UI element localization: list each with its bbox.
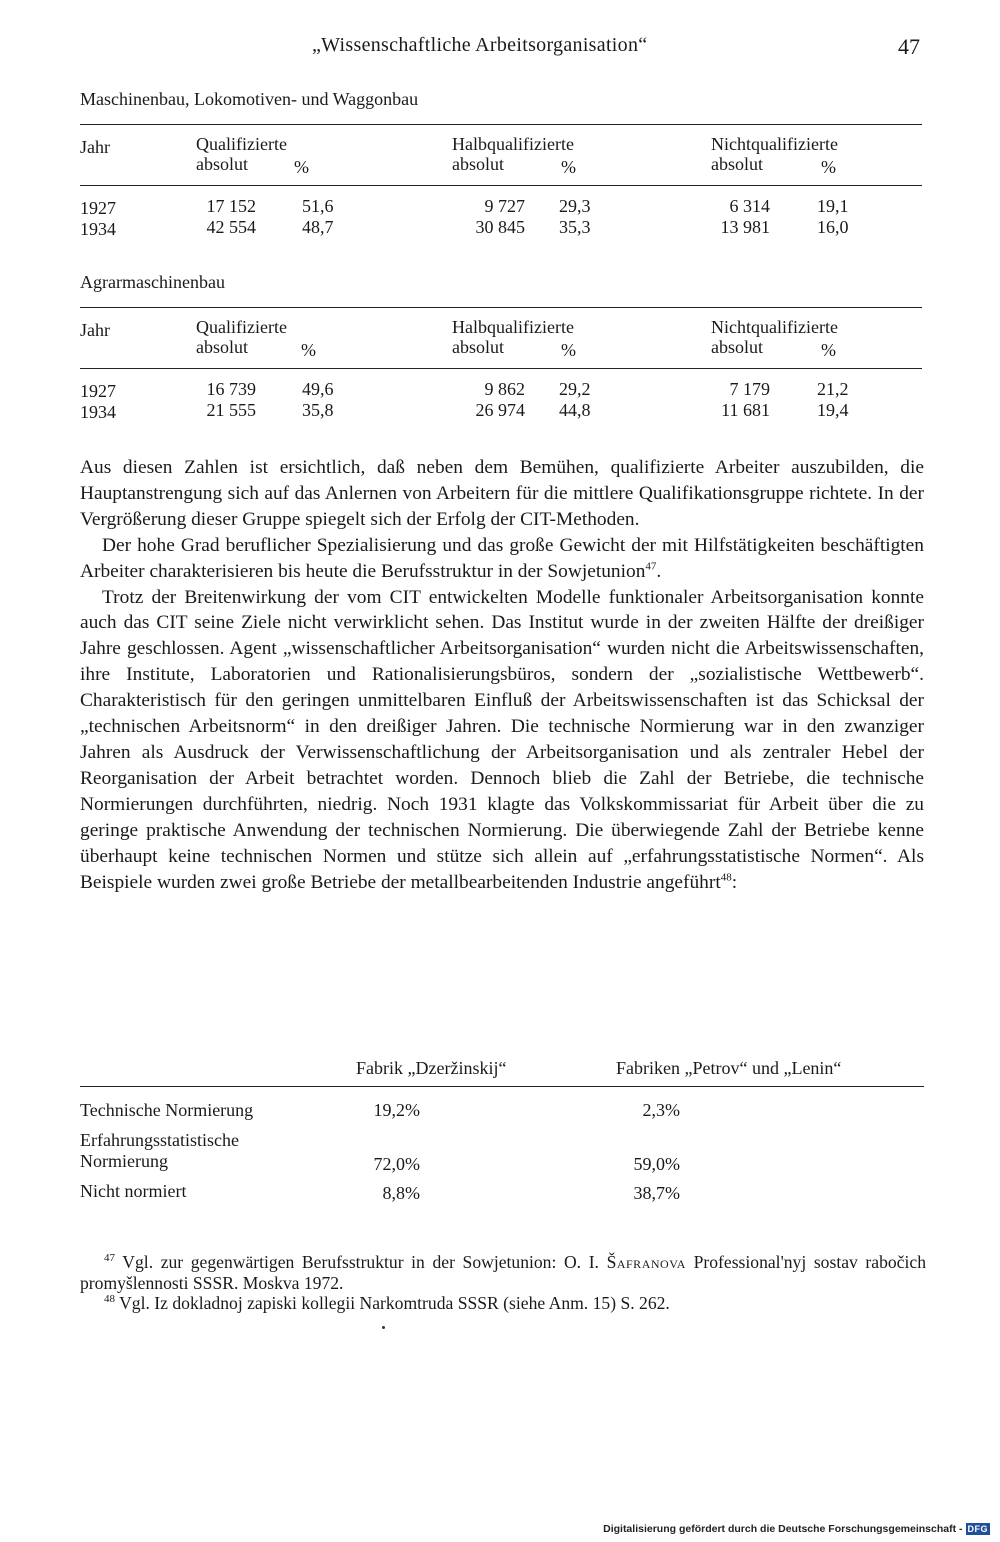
- cell-q-pct: 49,6: [302, 379, 334, 399]
- footnote-text-after: Professional'nyj sostav rabočich promyšlennosti SSSR. Moskva 1972.: [80, 1252, 926, 1293]
- col-header-year: Jahr: [80, 137, 110, 157]
- running-title: „Wissenschaftliche Arbeitsorganisation“: [312, 34, 648, 56]
- cell-h-pct: 29,2: [559, 379, 591, 399]
- cell-n-pct: 19,4: [817, 400, 849, 420]
- row-label-line2: Normierung: [80, 1151, 168, 1171]
- cell-n-abs: 6 314: [729, 196, 770, 216]
- subheader-absolut: absolut: [196, 337, 248, 357]
- cell-h-abs: 26 974: [475, 400, 525, 420]
- table-caption: Agrarmaschinenbau: [80, 272, 225, 292]
- cell-q-abs: 42 554: [206, 217, 256, 237]
- cell-year: 1934: [80, 219, 116, 239]
- col-header-halbqualifizierte: Halbqualifizierte: [452, 134, 574, 154]
- cell-q-pct: 51,6: [302, 196, 334, 216]
- col-header-petrov-lenin: Fabriken „Petrov“ und „Lenin“: [616, 1058, 842, 1078]
- table-maschinenbau: [80, 89, 922, 249]
- footnote-number: 48: [104, 1293, 115, 1306]
- cell-value-2: 2,3%: [642, 1100, 680, 1120]
- cell-q-abs: 21 555: [206, 400, 256, 420]
- paragraph-tail: .: [656, 560, 662, 582]
- cell-year: 1934: [80, 402, 116, 422]
- paragraph-text: Aus diesen Zahlen ist ersichtlich, daß neben dem Bemühen, qualifizierte Arbeiter auszubilden, die Hauptanstrengung sich auf das Anlernen von Arbeitern für die mittlere Qualifikationsgruppe richtete. In der Vergrößerung dieser Gruppe spiegelt sich der Erfolg der CIT-Methoden.: [80, 457, 924, 530]
- footnote-text: Vgl. Iz dokladnoj zapiski kollegii Narkomtruda SSSR (siehe Anm. 15) S. 262.: [119, 1293, 670, 1313]
- comparison-table: [80, 1058, 924, 1218]
- footnote-ref: 48: [720, 871, 732, 884]
- subheader-absolut: absolut: [196, 154, 248, 174]
- footnote-ref: 47: [645, 560, 657, 573]
- paragraph: [80, 585, 924, 896]
- col-header-qualifizierte: Qualifizierte: [196, 134, 287, 154]
- cell-value-2: 38,7%: [633, 1183, 680, 1203]
- paragraph-text: Der hohe Grad beruflicher Spezialisierung und das große Gewicht der mit Hilfstätigkeiten beschäftigten Arbeiter charakterisieren bis heute die Berufsstruktur in der Sowjetunion: [80, 534, 924, 582]
- subheader-percent: %: [561, 157, 576, 177]
- col-header-dzerzinskij: Fabrik „Dzeržinskij“: [356, 1058, 507, 1078]
- col-header-nichtqualifizierte: Nichtqualifizierte: [711, 134, 838, 154]
- cell-h-pct: 44,8: [559, 400, 591, 420]
- digitization-banner: [603, 1523, 990, 1535]
- table-header-rule: [80, 185, 922, 186]
- cell-q-pct: 48,7: [302, 217, 334, 237]
- cell-n-pct: 16,0: [817, 217, 849, 237]
- table-header-rule: [80, 1086, 924, 1087]
- subheader-absolut: absolut: [711, 154, 763, 174]
- cell-h-abs: 9 727: [484, 196, 525, 216]
- table-top-rule: [80, 124, 922, 125]
- cell-n-pct: 19,1: [817, 196, 849, 216]
- cell-n-abs: 13 981: [720, 217, 770, 237]
- page-number: 47: [898, 34, 920, 59]
- footnote-number: 47: [104, 1252, 115, 1265]
- footnote: [80, 1293, 926, 1314]
- cell-n-abs: 11 681: [721, 400, 770, 420]
- subheader-percent: %: [821, 340, 836, 360]
- digitization-banner-text: Digitalisierung gefördert durch die Deutsche Forschungsgemeinschaft -: [603, 1523, 963, 1535]
- col-header-year: Jahr: [80, 320, 110, 340]
- cell-q-abs: 16 739: [206, 379, 256, 399]
- row-label: Nicht normiert: [80, 1181, 187, 1201]
- paragraph: [80, 455, 924, 533]
- row-label: Erfahrungsstatistische: [80, 1130, 239, 1150]
- footnotes: [80, 1252, 926, 1314]
- table-agrarmaschinenbau: [80, 272, 922, 432]
- col-header-qualifizierte: Qualifizierte: [196, 317, 287, 337]
- table-header-rule: [80, 368, 922, 369]
- cell-value-2: 59,0%: [633, 1154, 680, 1174]
- cell-h-abs: 30 845: [475, 217, 525, 237]
- cell-n-pct: 21,2: [817, 379, 849, 399]
- subheader-absolut: absolut: [452, 154, 504, 174]
- cell-year: 1927: [80, 381, 116, 401]
- subheader-percent: %: [301, 340, 316, 360]
- body-text: [80, 455, 924, 895]
- col-header-nichtqualifizierte: Nichtqualifizierte: [711, 317, 838, 337]
- paragraph: [80, 533, 924, 585]
- table-top-rule: [80, 307, 922, 308]
- paragraph-tail: :: [731, 871, 738, 893]
- cell-q-abs: 17 152: [206, 196, 256, 216]
- cell-q-pct: 35,8: [302, 400, 334, 420]
- subheader-percent: %: [294, 157, 309, 177]
- footnote-text: Vgl. zur gegenwärtigen Berufsstruktur in der Sowjetunion: O. I.: [122, 1252, 607, 1272]
- table-caption: Maschinenbau, Lokomotiven- und Waggonbau: [80, 89, 419, 109]
- print-dot-mark: [382, 1326, 385, 1329]
- footnote-author: Šafranova: [606, 1252, 686, 1272]
- row-label: Technische Normierung: [80, 1100, 254, 1120]
- paragraph-text: Trotz der Breitenwirkung der vom CIT entwickelten Modelle funktionaler Arbeitsorganisation konnte auch das CIT seine Ziele nicht verwirklicht sehen. Das Institut wurde in der zweiten Hälfte der dreißiger Jahre geschlossen. Agent „wissenschaftlicher Arbeitsorganisation“ wurden nicht die Arbeitswissenschaften, ihre Institute, Laboratorien und Rationalisierungsbüros, sondern der „sozialistische Wettbewerb“. Charakteristisch für den geringen unmittelbaren Einfluß der Arbeitswissenschaften ist das Schicksal der „technischen Arbeitsnorm“ in den dreißiger Jahren. Die technische Normierung war in den zwanziger Jahren als Ausdruck der Verwissenschaftlichung der Arbeitsorganisation und als zentraler Hebel der Reorganisation der Arbeit betrachtet worden. Dennoch blieb die Zahl der Betriebe, die technische Normierungen durchführten, niedrig. Noch 1931 klagte das Volkskommissariat für Arbeit über die zu geringe praktische Anwendung der technischen Normierung. Die überwiegende Zahl der Betriebe kenne überhaupt keine technischen Normen und stütze sich allein auf „erfahrungsstatistische Normen“. Als Beispiele wurden zwei große Betriebe der metallbearbeitenden Industrie angeführt: [80, 586, 924, 893]
- cell-value-1: 8,8%: [382, 1183, 420, 1203]
- cell-h-pct: 35,3: [559, 217, 591, 237]
- cell-n-abs: 7 179: [729, 379, 770, 399]
- col-header-halbqualifizierte: Halbqualifizierte: [452, 317, 574, 337]
- subheader-absolut: absolut: [452, 337, 504, 357]
- cell-year: 1927: [80, 198, 116, 218]
- subheader-percent: %: [821, 157, 836, 177]
- cell-value-1: 19,2%: [373, 1100, 420, 1120]
- subheader-percent: %: [561, 340, 576, 360]
- cell-h-abs: 9 862: [484, 379, 525, 399]
- footnote: [80, 1252, 926, 1293]
- dfg-logo: DFG: [967, 1524, 988, 1534]
- running-head: [0, 34, 1000, 62]
- subheader-absolut: absolut: [711, 337, 763, 357]
- cell-value-1: 72,0%: [373, 1154, 420, 1174]
- cell-h-pct: 29,3: [559, 196, 591, 216]
